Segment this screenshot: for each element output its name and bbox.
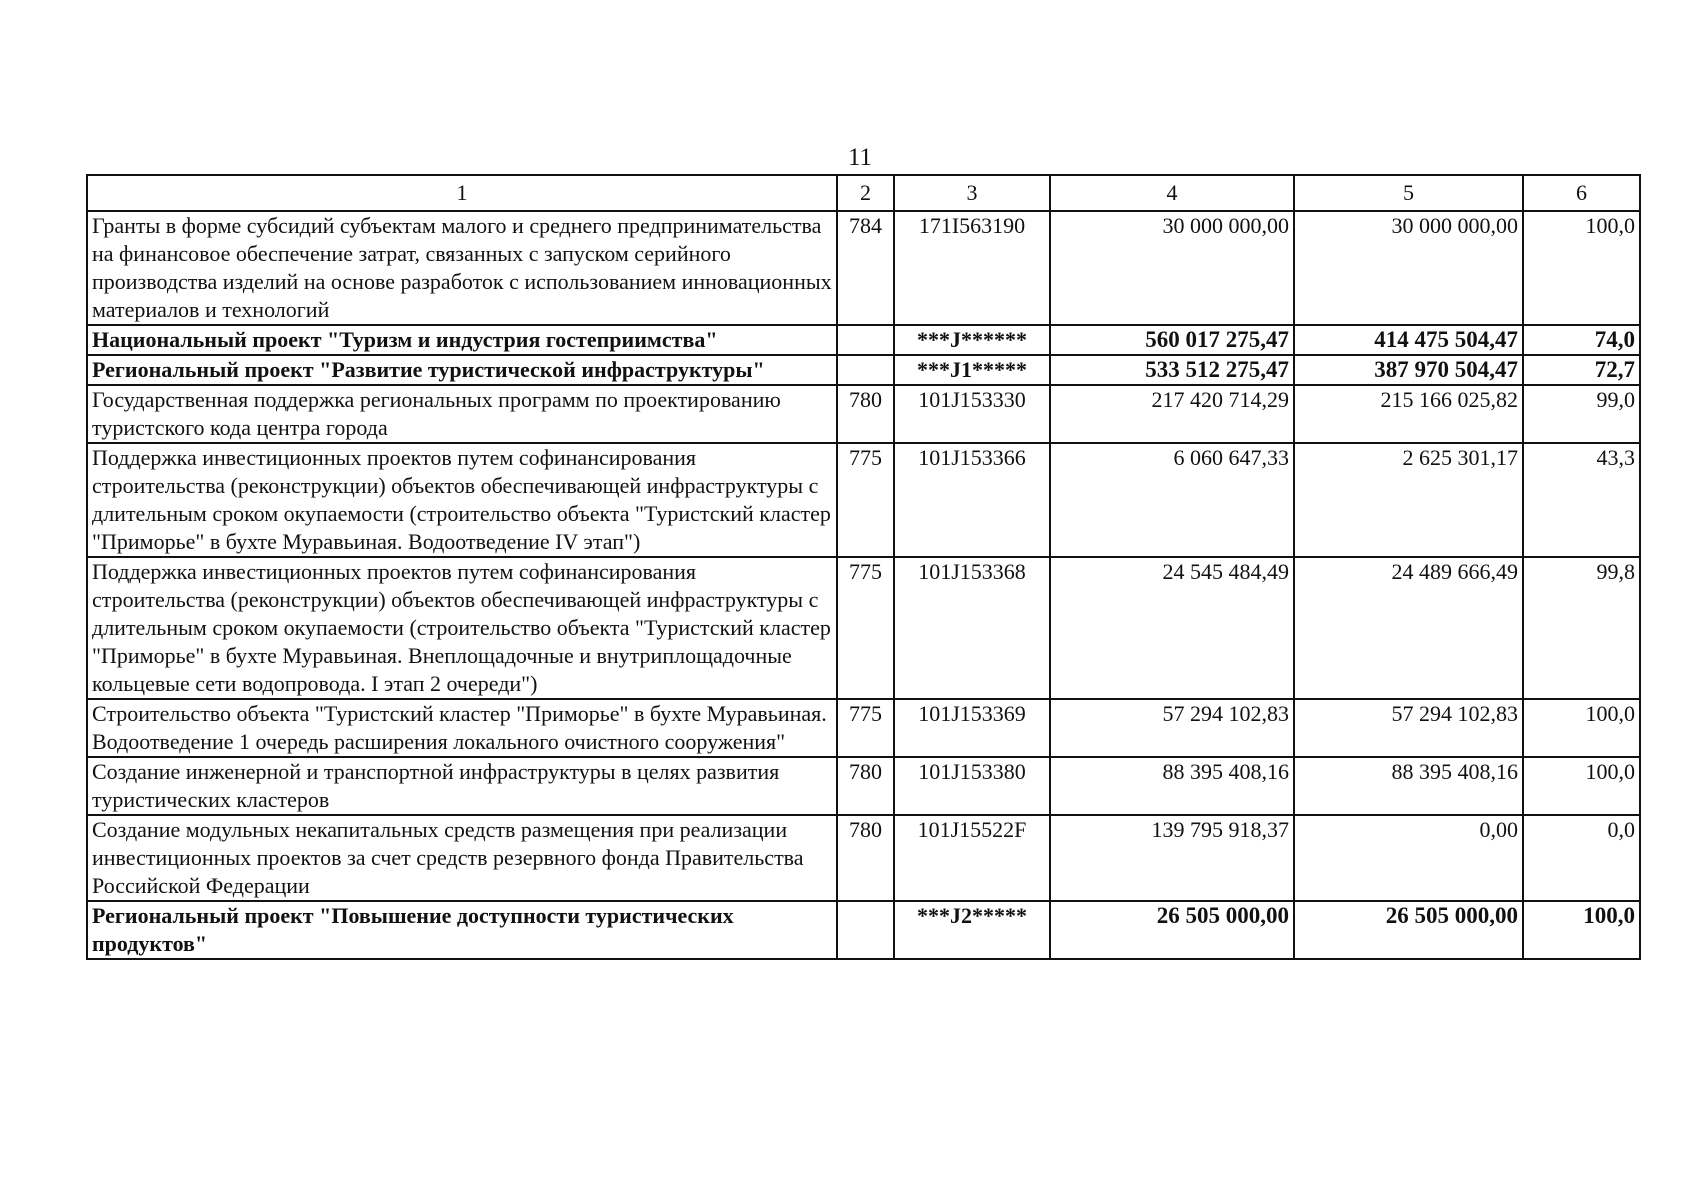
- header-cell-5: 5: [1294, 175, 1523, 211]
- header-cell-6: 6: [1523, 175, 1640, 211]
- row-fact: 387 970 504,47: [1294, 355, 1523, 385]
- row-plan: 217 420 714,29: [1050, 385, 1294, 443]
- row-kbk: 101J15522F: [894, 815, 1050, 901]
- table-row: [87, 757, 1640, 815]
- row-code: [837, 901, 894, 959]
- row-code: [837, 325, 894, 355]
- row-plan: 560 017 275,47: [1050, 325, 1294, 355]
- row-fact: 57 294 102,83: [1294, 699, 1523, 757]
- row-percent: 100,0: [1523, 699, 1640, 757]
- header-cell-4: 4: [1050, 175, 1294, 211]
- header-row: [87, 175, 1640, 211]
- row-fact: 26 505 000,00: [1294, 901, 1523, 959]
- row-name: Поддержка инвестиционных проектов путем софинансирования строительства (реконструкции) объектов обеспечивающей инфраструктуры с длительным сроком окупаемости (строительство объекта "Туристский кластер "Приморье" в бухте Муравьиная. Водоотведение IV этап"): [87, 443, 837, 557]
- row-code: 780: [837, 815, 894, 901]
- row-kbk: 101J153369: [894, 699, 1050, 757]
- row-kbk: ***J2*****: [894, 901, 1050, 959]
- row-plan: 533 512 275,47: [1050, 355, 1294, 385]
- row-name: Национальный проект "Туризм и индустрия гостеприимства": [87, 325, 837, 355]
- row-kbk: 101J153380: [894, 757, 1050, 815]
- row-kbk: 101J153330: [894, 385, 1050, 443]
- table-row: [87, 815, 1640, 901]
- row-fact: 414 475 504,47: [1294, 325, 1523, 355]
- row-fact: 2 625 301,17: [1294, 443, 1523, 557]
- row-percent: 100,0: [1523, 211, 1640, 325]
- table-row: [87, 557, 1640, 699]
- row-kbk: 101J153368: [894, 557, 1050, 699]
- header-cell-3: 3: [894, 175, 1050, 211]
- row-plan: 57 294 102,83: [1050, 699, 1294, 757]
- row-plan: 26 505 000,00: [1050, 901, 1294, 959]
- row-percent: 100,0: [1523, 901, 1640, 959]
- row-fact: 88 395 408,16: [1294, 757, 1523, 815]
- row-name: Региональный проект "Развитие туристической инфраструктуры": [87, 355, 837, 385]
- row-kbk: 101J153366: [894, 443, 1050, 557]
- table-row: [87, 901, 1640, 959]
- row-percent: 43,3: [1523, 443, 1640, 557]
- row-percent: 100,0: [1523, 757, 1640, 815]
- row-percent: 0,0: [1523, 815, 1640, 901]
- row-name: Поддержка инвестиционных проектов путем софинансирования строительства (реконструкции) объектов обеспечивающей инфраструктуры с длительным сроком окупаемости (строительство объекта "Туристский кластер "Приморье" в бухте Муравьиная. Внеплощадочные и внутриплощадочные кольцевые сети водопровода. I этап 2 очереди"): [87, 557, 837, 699]
- table-row: [87, 385, 1640, 443]
- row-code: [837, 355, 894, 385]
- row-fact: 0,00: [1294, 815, 1523, 901]
- table-row: [87, 443, 1640, 557]
- row-fact: 24 489 666,49: [1294, 557, 1523, 699]
- table-row: [87, 699, 1640, 757]
- row-fact: 30 000 000,00: [1294, 211, 1523, 325]
- header-cell-1: 1: [87, 175, 837, 211]
- row-plan: 30 000 000,00: [1050, 211, 1294, 325]
- row-code: 775: [837, 699, 894, 757]
- header-cell-2: 2: [837, 175, 894, 211]
- row-name: Государственная поддержка региональных программ по проектированию туристского кода центра города: [87, 385, 837, 443]
- row-fact: 215 166 025,82: [1294, 385, 1523, 443]
- row-kbk: ***J******: [894, 325, 1050, 355]
- row-code: 775: [837, 443, 894, 557]
- row-kbk: 171I563190: [894, 211, 1050, 325]
- row-percent: 72,7: [1523, 355, 1640, 385]
- row-percent: 99,0: [1523, 385, 1640, 443]
- row-kbk: ***J1*****: [894, 355, 1050, 385]
- row-plan: 88 395 408,16: [1050, 757, 1294, 815]
- row-name: Строительство объекта "Туристский кластер "Приморье" в бухте Муравьиная. Водоотведение 1 очередь расширения локального очистного сооружения": [87, 699, 837, 757]
- row-percent: 99,8: [1523, 557, 1640, 699]
- row-code: 780: [837, 757, 894, 815]
- page-number: 11: [847, 144, 873, 171]
- row-name: Создание модульных некапитальных средств размещения при реализации инвестиционных проектов за счет средств резервного фонда Правительства Российской Федерации: [87, 815, 837, 901]
- row-name: Создание инженерной и транспортной инфраструктуры в целях развития туристических кластеров: [87, 757, 837, 815]
- table-row: [87, 355, 1640, 385]
- table-row: [87, 325, 1640, 355]
- row-code: 780: [837, 385, 894, 443]
- row-code: 775: [837, 557, 894, 699]
- row-name: Региональный проект "Повышение доступности туристических продуктов": [87, 901, 837, 959]
- row-code: 784: [837, 211, 894, 325]
- row-percent: 74,0: [1523, 325, 1640, 355]
- row-plan: 6 060 647,33: [1050, 443, 1294, 557]
- row-name: Гранты в форме субсидий субъектам малого и среднего предпринимательства на финансовое обеспечение затрат, связанных с запуском серийного производства изделий на основе разработок с использованием инновационных материалов и технологий: [87, 211, 837, 325]
- budget-table: [86, 174, 1641, 960]
- table-row: [87, 211, 1640, 325]
- row-plan: 139 795 918,37: [1050, 815, 1294, 901]
- row-plan: 24 545 484,49: [1050, 557, 1294, 699]
